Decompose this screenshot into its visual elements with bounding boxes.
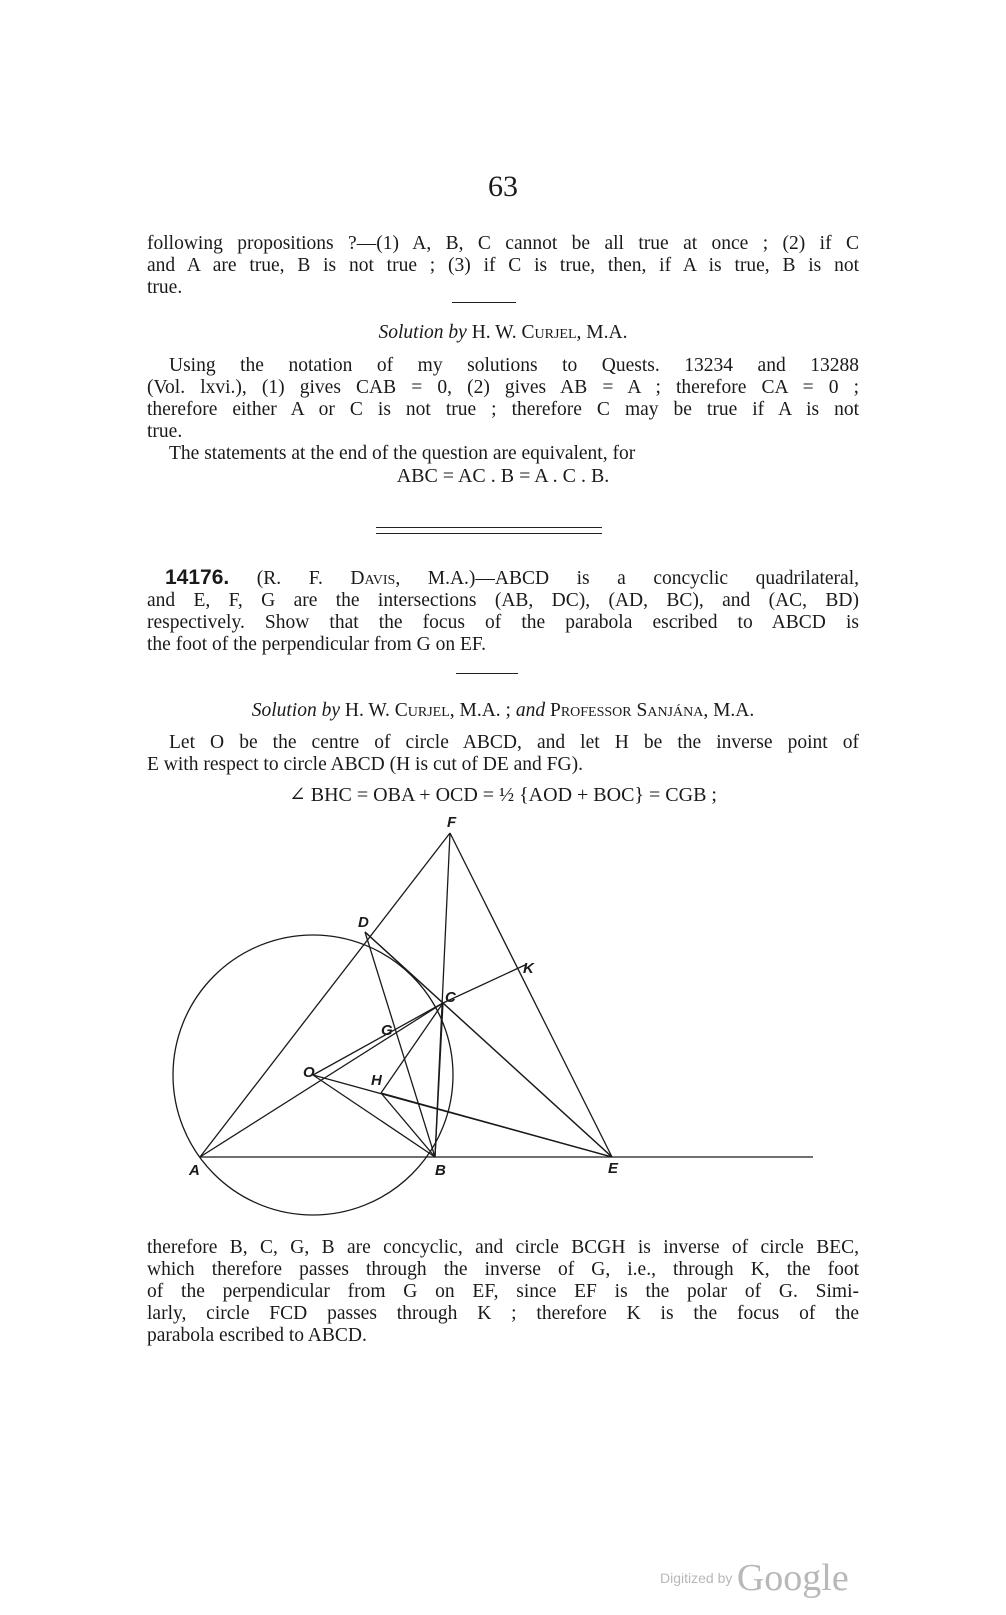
- short-divider: [456, 673, 518, 674]
- label-c: C: [445, 989, 456, 1006]
- label-f: F: [447, 814, 457, 831]
- text-line: therefore B, C, G, B are concyclic, and circle BCGH is inverse of circle BEC,: [147, 1237, 859, 1258]
- text-line: true.: [147, 421, 183, 442]
- line-oc: [313, 1003, 443, 1075]
- label-b: B: [435, 1162, 446, 1179]
- solution-authors-2: Professor Sanjána, M.A.: [549, 700, 755, 721]
- line-hc: [381, 1003, 443, 1093]
- text-line: parabola escribed to ABCD.: [147, 1325, 367, 1346]
- figure-svg: [175, 814, 825, 1185]
- solution-by-label: Solution by: [251, 700, 341, 721]
- solution-authors: H. W. Curjel, M.A. ;: [344, 700, 511, 721]
- solution-conclusion: [147, 1237, 859, 1347]
- and-label: and: [515, 700, 546, 721]
- label-k: K: [523, 960, 534, 977]
- double-divider-bottom: [376, 533, 602, 534]
- line-af: [200, 833, 450, 1157]
- text-line: true.: [147, 277, 183, 298]
- solution-heading: [0, 700, 1006, 722]
- double-divider-top: [376, 527, 602, 528]
- geometry-figure: [175, 814, 825, 1190]
- text-line: Using the notation of my solutions to Quests. 13234 and 13288: [169, 355, 859, 376]
- text-line: larly, circle FCD passes through K ; therefore K is the focus of the: [147, 1303, 859, 1324]
- text-line: which therefore passes through the inverse of G, i.e., through K, the foot: [147, 1259, 859, 1280]
- text-line: respectively. Show that the focus of the parabola escribed to ABCD is: [147, 612, 859, 633]
- solution-paragraph: [147, 355, 859, 465]
- label-h: H: [371, 1072, 382, 1089]
- text-line: and A are true, B is not true ; (3) if C is true, then, if A is true, B is not: [147, 255, 859, 276]
- label-d: D: [358, 914, 369, 931]
- text-line: therefore either A or C is not true ; therefore C may be true if A is not: [147, 399, 859, 420]
- solution-paragraph: [147, 732, 859, 776]
- prev-question-text: [147, 233, 859, 299]
- text-line: of the perpendicular from G on EF, since EF is the polar of G. Simi-: [147, 1281, 859, 1302]
- digitized-by-text: Digitized by: [660, 1570, 733, 1586]
- question-number: 14176.: [165, 566, 230, 589]
- digitized-watermark: [660, 1556, 849, 1600]
- label-a: A: [189, 1162, 200, 1179]
- solution-by-label: Solution by: [378, 322, 467, 343]
- text-line: the foot of the perpendicular from G on EF.: [147, 634, 487, 655]
- label-e: E: [608, 1160, 619, 1177]
- text-line: and E, F, G are the intersections (AB, DC), (AD, BC), and (AC, BD): [147, 590, 859, 611]
- line-hb: [381, 1093, 435, 1157]
- line-cb: [435, 1003, 443, 1157]
- text-span: —ABCD is a concyclic quadrilateral,: [475, 568, 859, 589]
- text-line: (Vol. lxvi.), (1) gives CAB = 0, (2) gives AB = A ; therefore CA = 0 ;: [147, 377, 859, 398]
- line-fe: [450, 833, 612, 1157]
- text-line: Let O be the centre of circle ABCD, and let H be the inverse point of: [169, 732, 859, 753]
- short-divider: [452, 302, 516, 303]
- label-o: O: [303, 1064, 315, 1081]
- page-number: 63: [488, 170, 518, 203]
- text-line: The statements at the end of the question are equivalent, for: [169, 443, 636, 464]
- text-line: [147, 567, 859, 590]
- equation: ABC = AC . B = A . C . B.: [396, 465, 610, 487]
- question-text: [147, 567, 859, 656]
- text-line: following propositions ?—(1) A, B, C cannot be all true at once ; (2) if C: [147, 233, 859, 254]
- equation: ∠ BHC = OBA + OCD = ½ {AOD + BOC} = CGB ;: [289, 784, 717, 806]
- google-logo-text: Google: [736, 1557, 849, 1599]
- solution-author: H. W. Curjel, M.A.: [471, 322, 628, 343]
- solution-heading: [0, 322, 1006, 344]
- question-author: (R. F. Davis, M.A.): [256, 568, 476, 589]
- label-g: G: [381, 1022, 393, 1039]
- text-line: E with respect to circle ABCD (H is cut of DE and FG).: [147, 754, 583, 775]
